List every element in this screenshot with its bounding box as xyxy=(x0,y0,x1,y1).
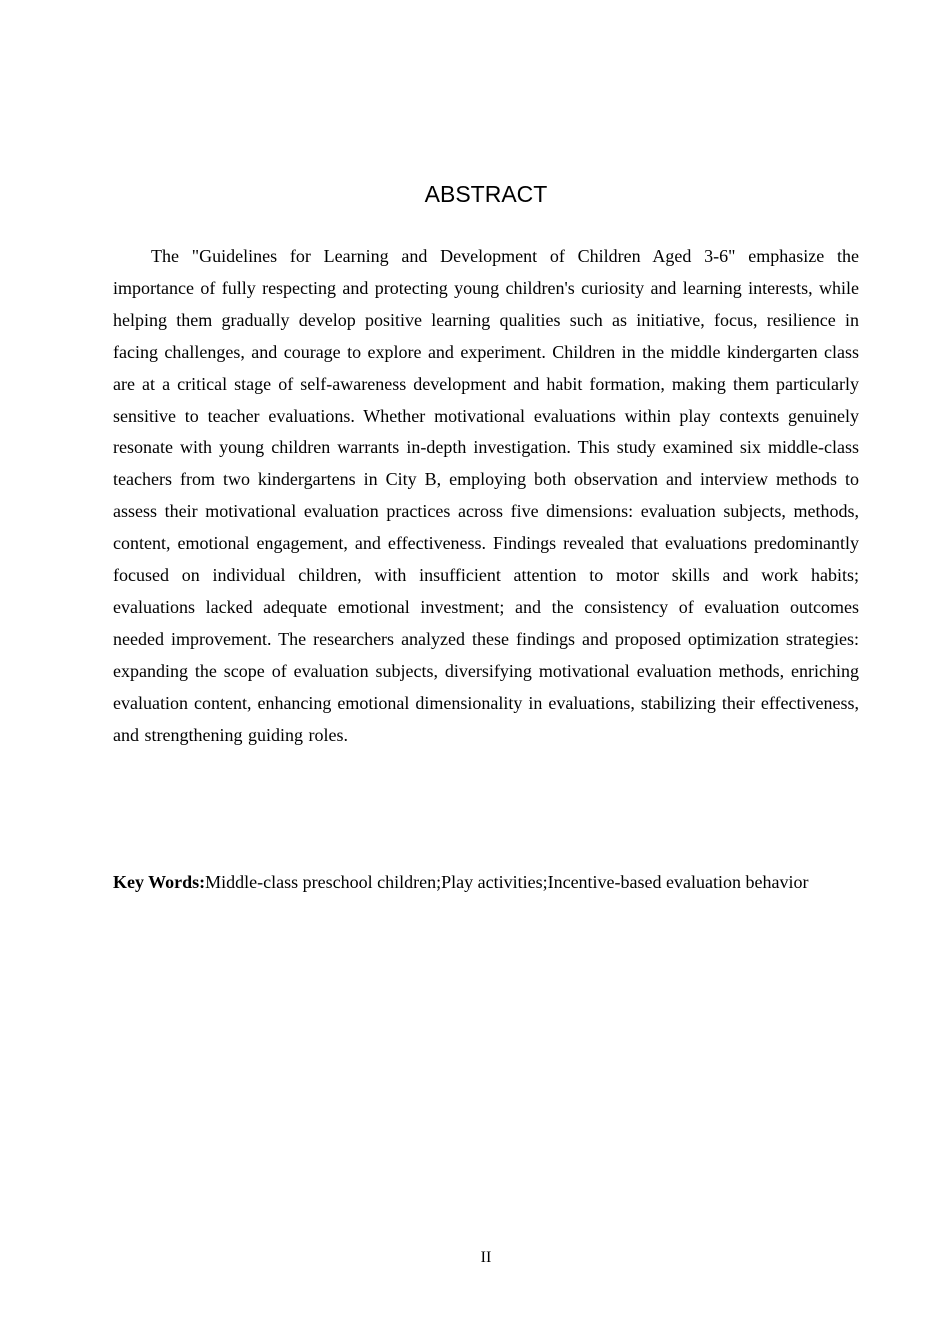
abstract-paragraph: The "Guidelines for Learning and Development of Children Aged 3-6" emphasize the importance of fully respecting and protecting young children's curiosity and learning interests, while helping them gradually develop positive learning qualities such as initiative, focus, resilience in facing challenges, and courage to explore and experiment. Children in the middle kindergarten class are at a critical stage of self-awareness development and habit formation, making them particularly sensitive to teacher evaluations. Whether motivational evaluations within play contexts genuinely resonate with young children warrants in-depth investigation. This study examined six middle-class teachers from two kindergartens in City B, employing both observation and interview methods to assess their motivational evaluation practices across five dimensions: evaluation subjects, methods, content, emotional engagement, and effectiveness. Findings revealed that evaluations predominantly focused on individual children, with insufficient attention to motor skills and work habits; evaluations lacked adequate emotional investment; and the consistency of evaluation outcomes needed improvement. The researchers analyzed these findings and proposed optimization strategies: expanding the scope of evaluation subjects, diversifying motivational evaluation methods, enriching evaluation content, enhancing emotional dimensionality in evaluations, stabilizing their effectiveness, and strengthening guiding roles. xyxy=(113,246,859,745)
abstract-title: ABSTRACT xyxy=(424,181,548,207)
keywords-line xyxy=(113,867,913,898)
keywords-label: Key Words: xyxy=(113,872,206,892)
page-number: II xyxy=(480,1249,492,1266)
keywords-text: Middle-class preschool children;Play activities;Incentive-based evaluation behavior xyxy=(205,872,809,892)
